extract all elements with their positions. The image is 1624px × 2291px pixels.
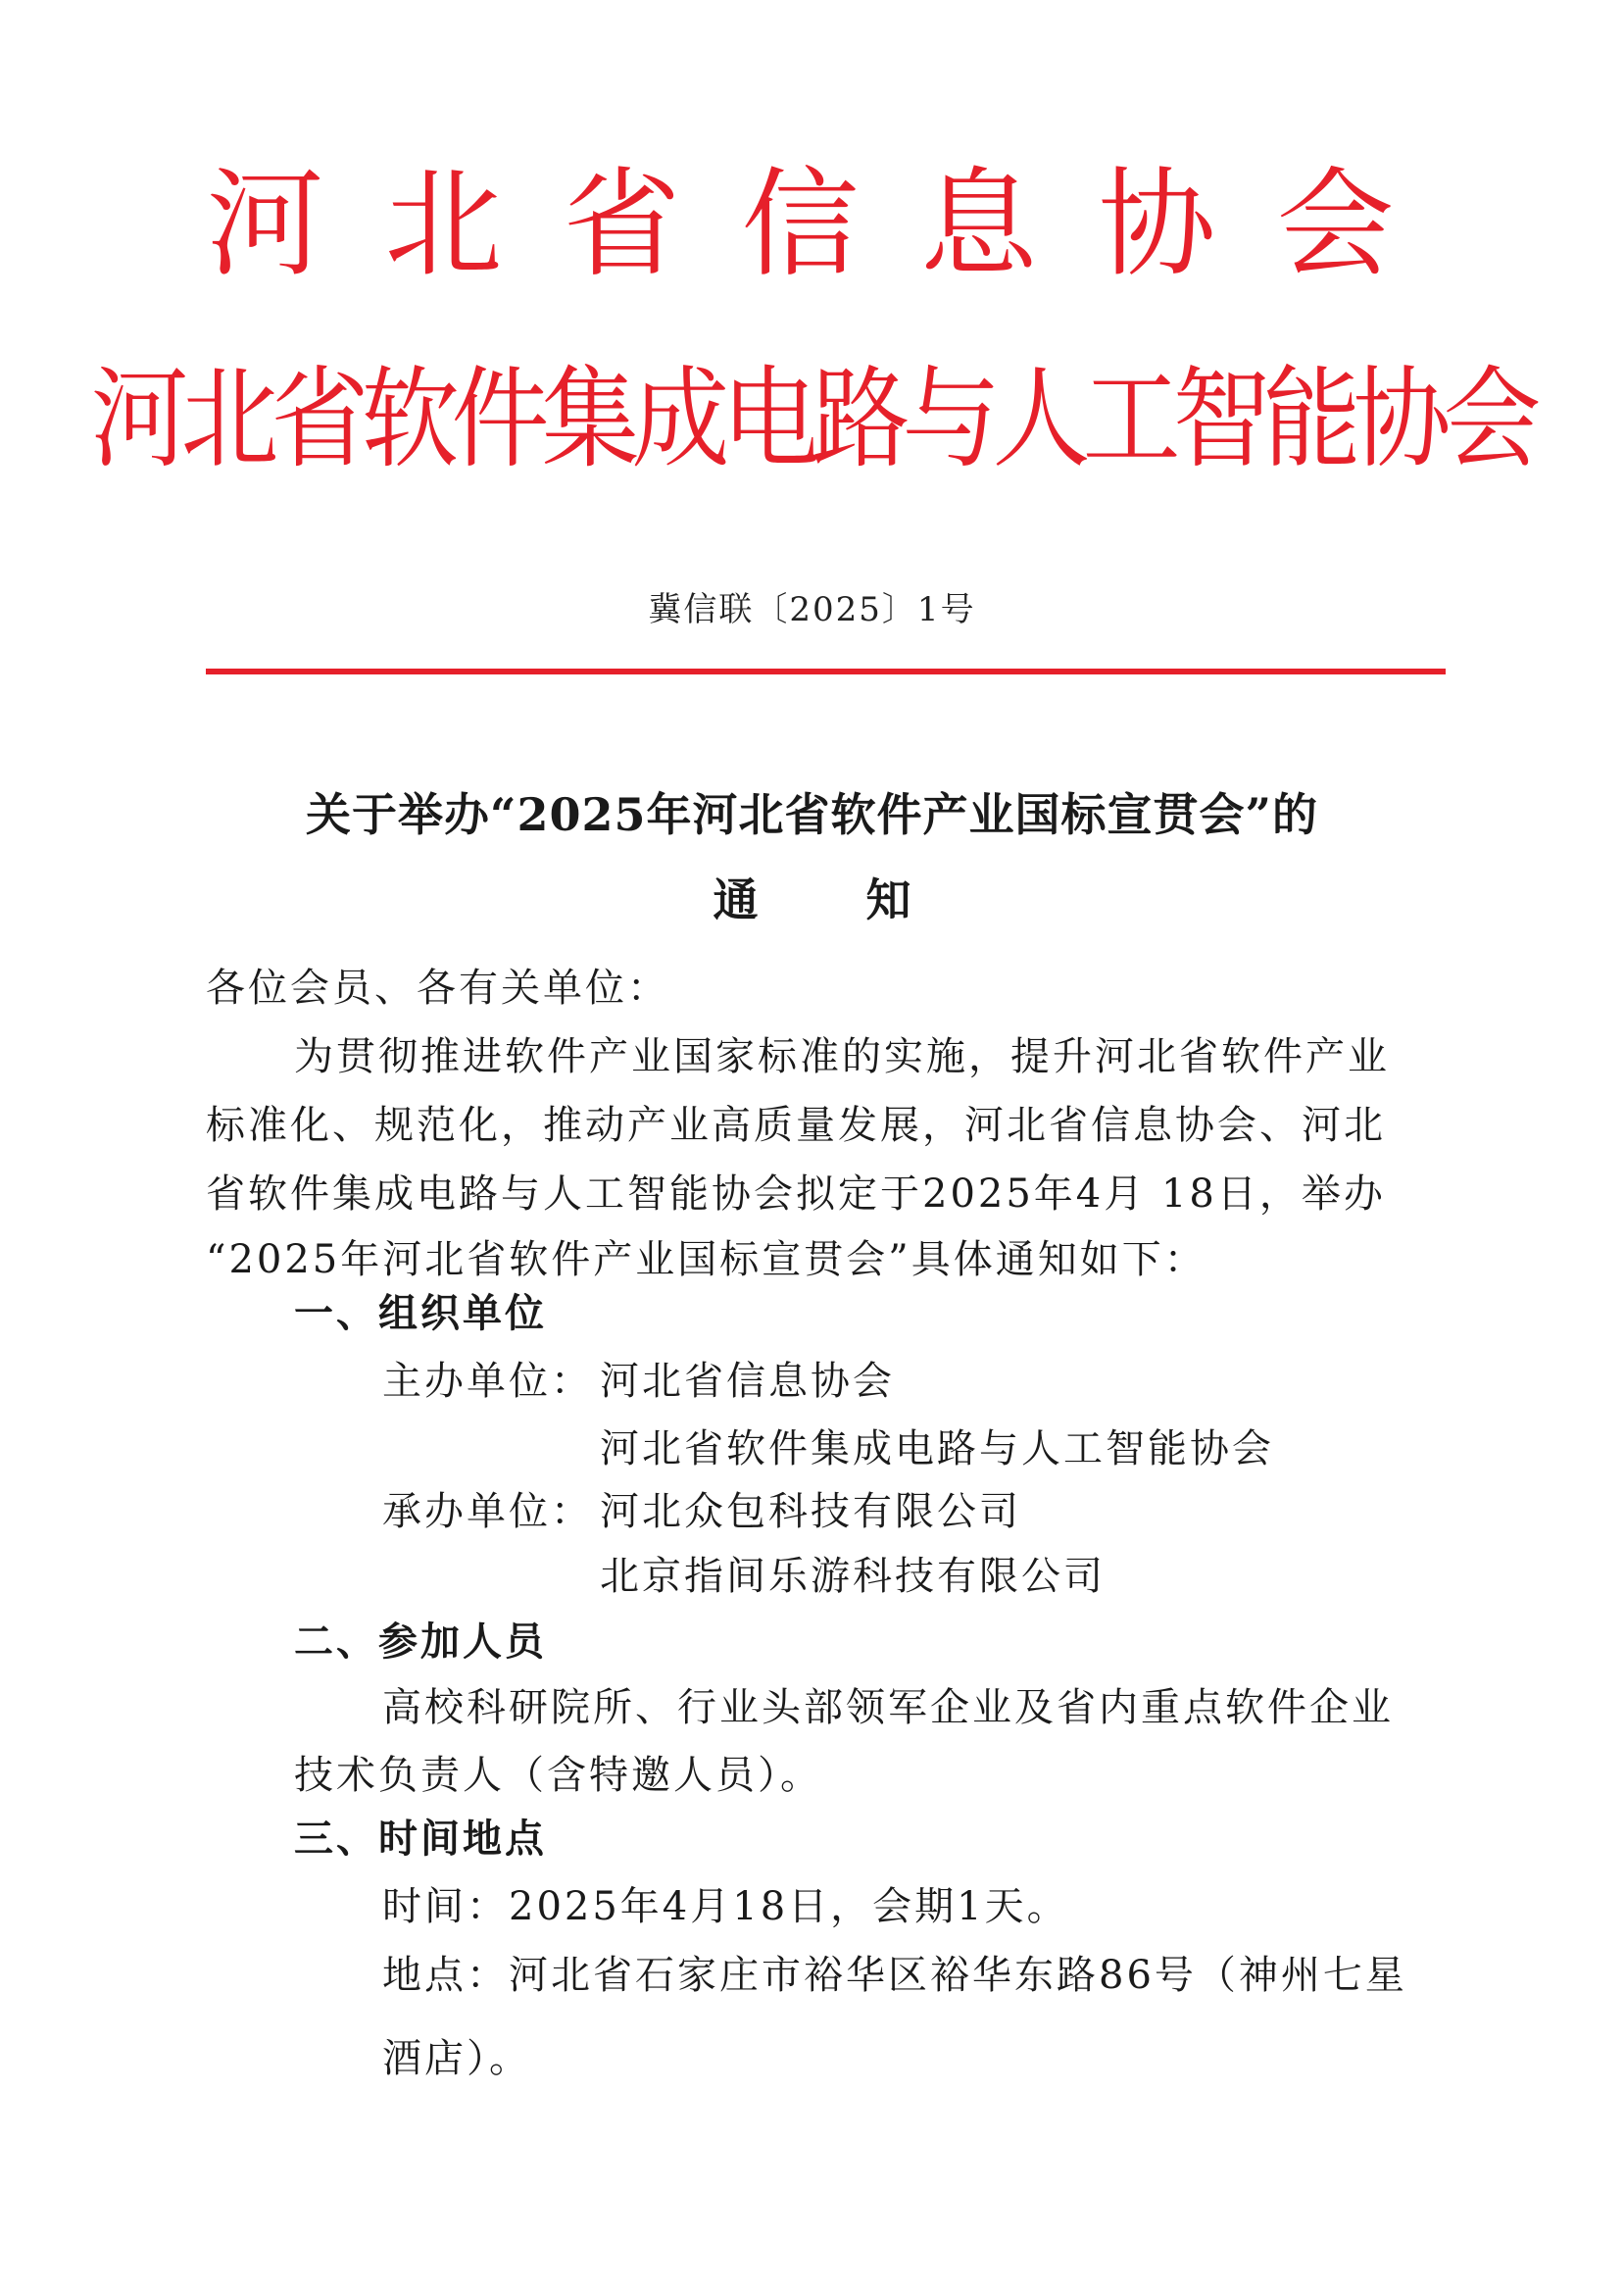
organizer-unit: 河北众包科技有限公司 xyxy=(600,1489,1021,1534)
organizer-unit: 北京指间乐游科技有限公司 xyxy=(600,1554,1106,1599)
event-place-line: 酒店）。 xyxy=(382,2036,531,2081)
letterhead-divider xyxy=(206,669,1446,674)
participants-line: 技术负责人（含特邀人员）。 xyxy=(294,1753,822,1798)
intro-line: 省软件集成电路与人工智能协会拟定于2025年4月 18日，举办 xyxy=(206,1171,1386,1217)
letterhead-org2: 河北省软件集成电路与人工智能协会 xyxy=(90,354,1534,483)
host-label: 主办单位： xyxy=(382,1359,593,1404)
section2-heading: 二、参加人员 xyxy=(294,1619,547,1665)
organizer-label: 承办单位： xyxy=(382,1489,593,1534)
host-unit: 河北省信息协会 xyxy=(600,1359,895,1404)
participants-line: 高校科研院所、行业头部领军企业及省内重点软件企业 xyxy=(382,1685,1394,1730)
section1-heading: 一、组织单位 xyxy=(294,1290,547,1336)
intro-line: “2025年河北省软件产业国标宣贯会”具体通知如下： xyxy=(206,1237,1206,1282)
salutation: 各位会员、各有关单位： xyxy=(206,966,669,1011)
letterhead-org1: 河北省信息协会 xyxy=(206,157,1455,293)
notice-title-line1: 关于举办“2025年河北省软件产业国标宣贯会”的 xyxy=(306,788,1318,841)
intro-line: 标准化、规范化，推动产业高质量发展，河北省信息协会、河北 xyxy=(206,1103,1386,1148)
document-number: 冀信联〔2025〕1号 xyxy=(648,590,976,629)
event-place-line: 地点：河北省石家庄市裕华区裕华东路86号（神州七星 xyxy=(382,1953,1407,1998)
intro-line: 为贯彻推进软件产业国家标准的实施，提升河北省软件产业 xyxy=(294,1034,1390,1079)
section3-heading: 三、时间地点 xyxy=(294,1816,547,1862)
notice-title-line2: 通知 xyxy=(713,873,1019,926)
event-time: 时间：2025年4月18日，会期1天。 xyxy=(382,1884,1069,1929)
host-unit: 河北省软件集成电路与人工智能协会 xyxy=(600,1426,1274,1471)
